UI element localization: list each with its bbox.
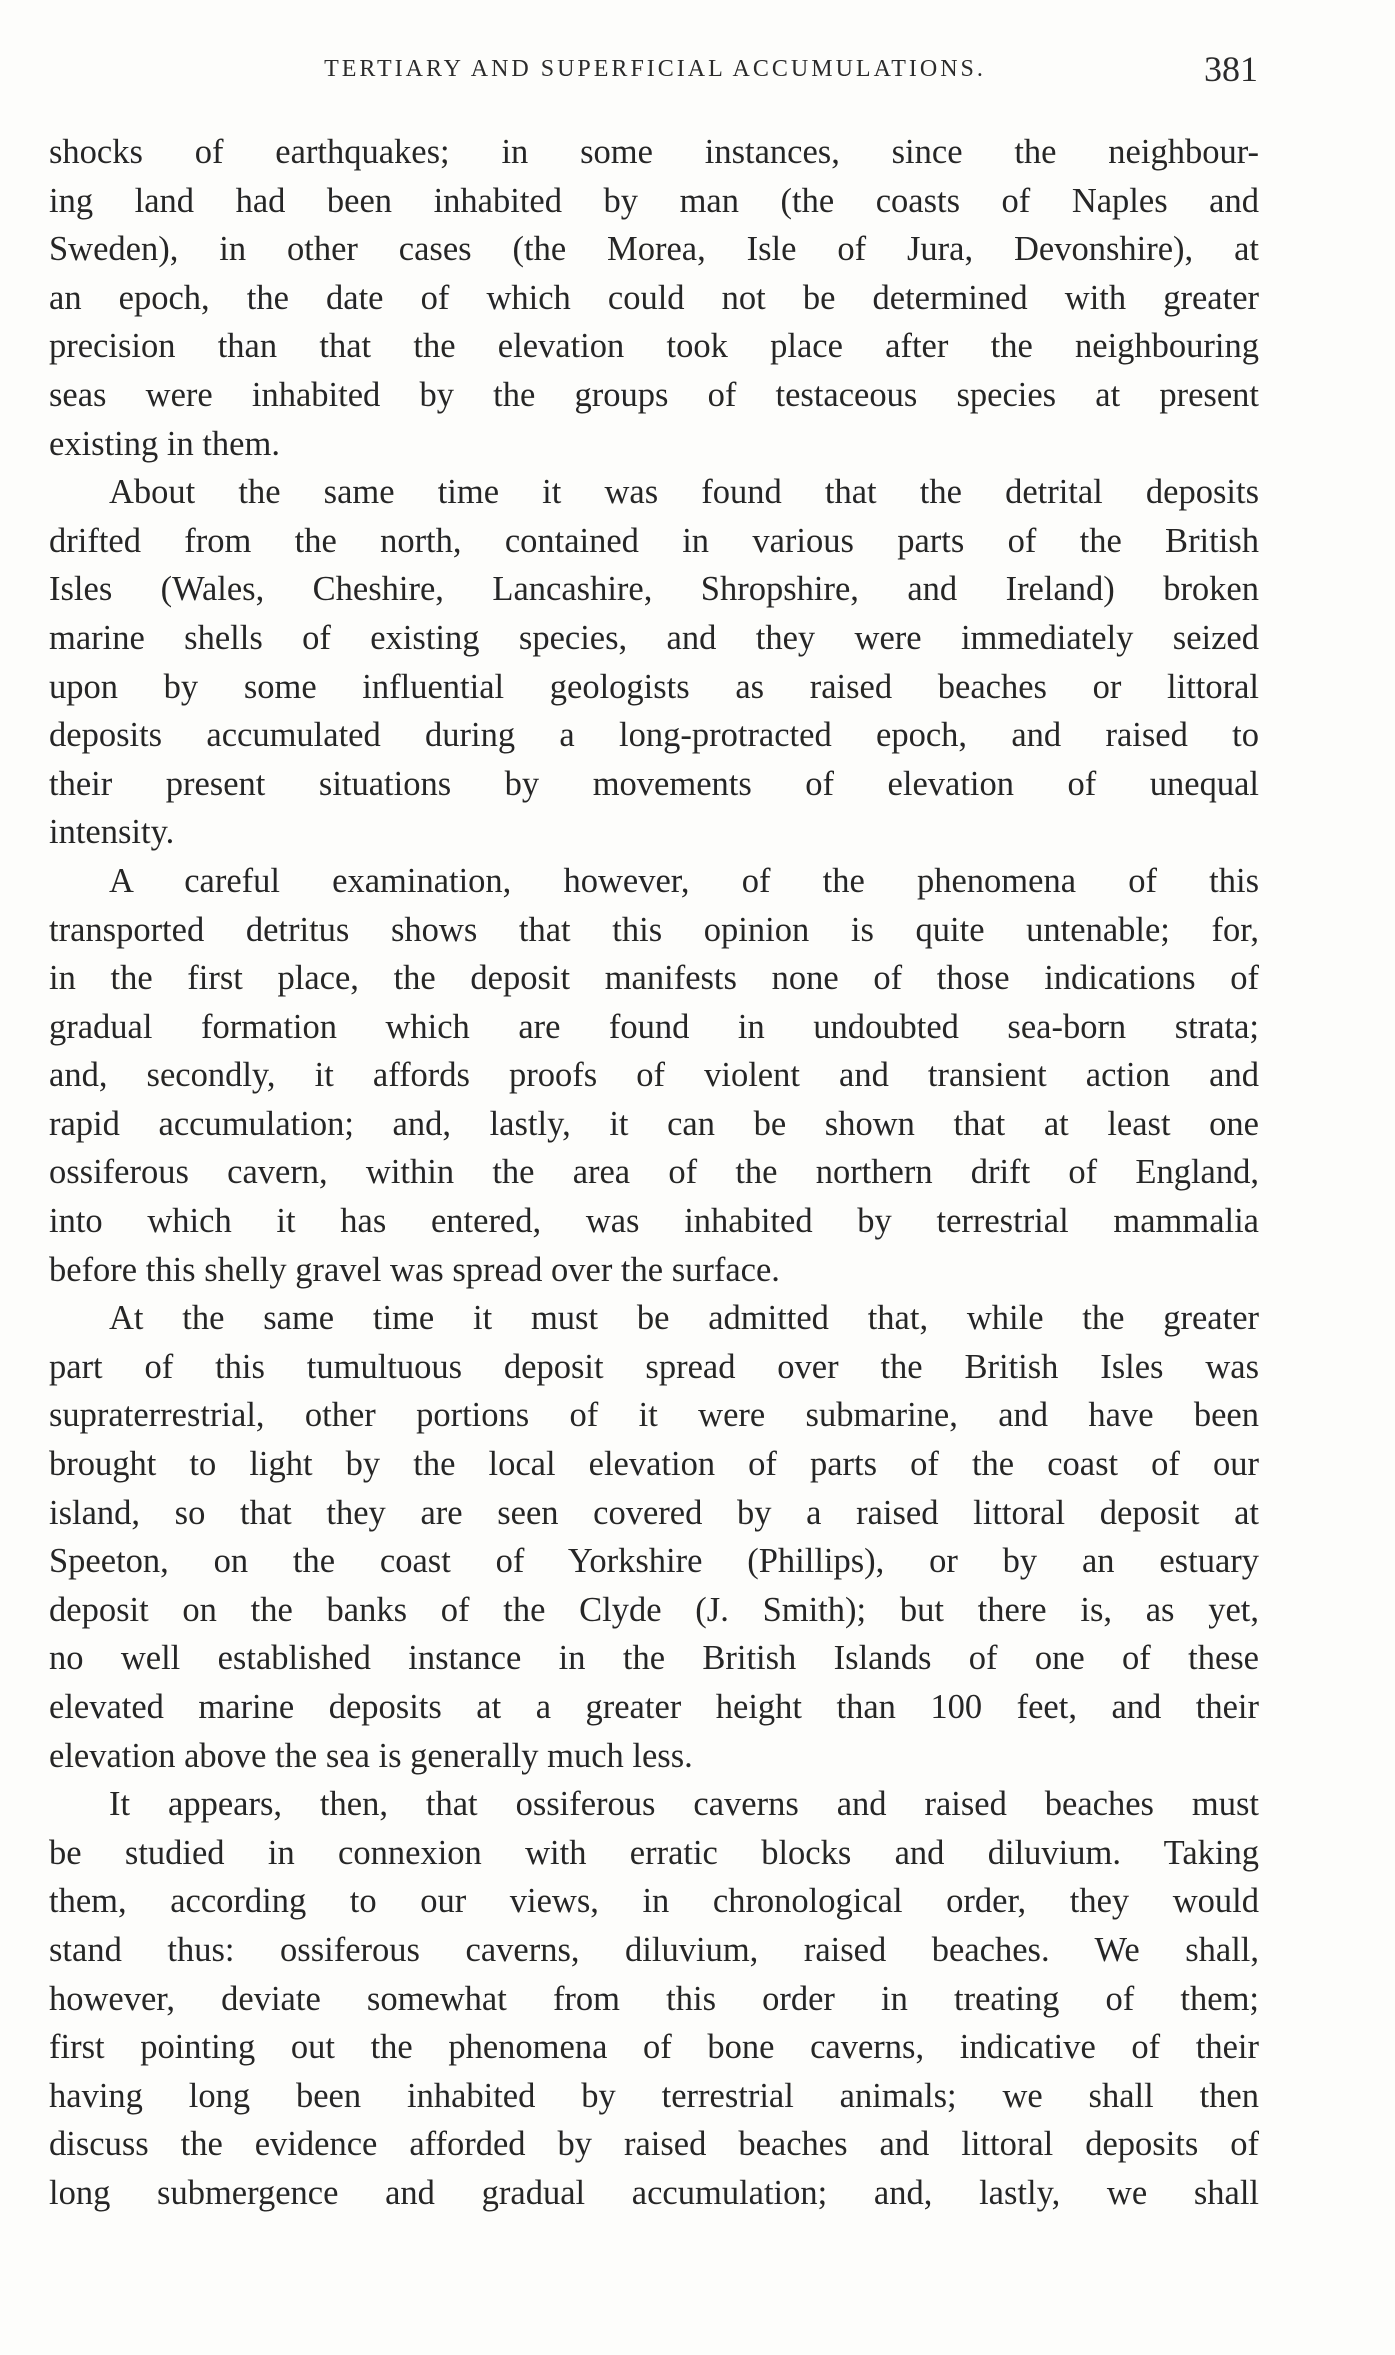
text-line: deposits accumulated during a long-protracted epoch, and raised to (49, 716, 1259, 755)
text-line: deposit on the banks of the Clyde (J. Smith); but there is, as yet, (49, 1590, 1259, 1629)
text-line: first pointing out the phenomena of bone caverns, indicative of their (49, 2028, 1259, 2067)
text-line: an epoch, the date of which could not be determined with greater (49, 278, 1259, 317)
text-line: marine shells of existing species, and they were immediately seized (49, 618, 1259, 657)
text-line: in the first place, the deposit manifests none of those indications of (49, 959, 1259, 998)
text-line: stand thus: ossiferous caverns, diluvium, raised beaches. We shall, (49, 1930, 1259, 1969)
text-line: elevated marine deposits at a greater height than 100 feet, and their (49, 1688, 1259, 1726)
text-line: island, so that they are seen covered by a raised littoral deposit at (49, 1493, 1259, 1532)
body-text (49, 128, 1259, 2218)
text-line: drifted from the north, contained in various parts of the British (49, 521, 1259, 560)
text-line: having long been inhabited by terrestrial animals; we shall then (49, 2076, 1259, 2115)
text-line: upon by some influential geologists as raised beaches or littoral (49, 667, 1259, 706)
text-line: shocks of earthquakes; in some instances, since the neighbour- (49, 133, 1259, 171)
text-line: Speeton, on the coast of Yorkshire (Phillips), or by an estuary (49, 1542, 1259, 1581)
page-header (52, 48, 1258, 88)
text-line: intensity. (49, 813, 175, 852)
text-line: however, deviate somewhat from this order in treating of them; (49, 1979, 1259, 2018)
text-line: gradual formation which are found in undoubted sea-born strata; (49, 1007, 1259, 1046)
paragraph-first-line: A careful examination, however, of the phenomena of this (109, 861, 1259, 900)
page-number: 381 (1204, 49, 1258, 89)
text-line: ing land had been inhabited by man (the coasts of Naples and (49, 181, 1259, 220)
text-line: be studied in connexion with erratic blocks and diluvium. Taking (49, 1833, 1259, 1872)
text-line: seas were inhabited by the groups of testaceous species at present (49, 375, 1259, 414)
text-line: ossiferous cavern, within the area of the northern drift of England, (49, 1153, 1259, 1192)
paragraph-first-line: It appears, then, that ossiferous caverns and raised beaches must (109, 1785, 1259, 1824)
text-line: no well established instance in the British Islands of one of these (49, 1639, 1259, 1678)
text-line: and, secondly, it affords proofs of violent and transient action and (49, 1056, 1259, 1095)
text-line: into which it has entered, was inhabited by terrestrial mammalia (49, 1202, 1259, 1241)
text-line: long submergence and gradual accumulation; and, lastly, we shall (49, 2173, 1259, 2212)
text-line: Sweden), in other cases (the Morea, Isle of Jura, Devonshire), at (49, 230, 1259, 269)
text-line: existing in them. (49, 424, 280, 463)
text-line: transported detritus shows that this opinion is quite untenable; for, (49, 910, 1259, 949)
text-line: precision than that the elevation took place after the neighbouring (49, 327, 1259, 366)
text-line: before this shelly gravel was spread over the surface. (49, 1250, 780, 1289)
text-line: supraterrestrial, other portions of it were submarine, and have been (49, 1396, 1259, 1435)
text-line: their present situations by movements of elevation of unequal (49, 764, 1259, 803)
paragraph-first-line: About the same time it was found that the detrital deposits (109, 473, 1259, 512)
running-head: TERTIARY AND SUPERFICIAL ACCUMULATIONS. (324, 56, 986, 82)
text-line: rapid accumulation; and, lastly, it can be shown that at least one (49, 1104, 1259, 1143)
text-line: discuss the evidence afforded by raised beaches and littoral deposits of (49, 2125, 1259, 2164)
text-line: them, according to our views, in chronological order, they would (49, 1882, 1259, 1921)
text-line: brought to light by the local elevation of parts of the coast of our (49, 1445, 1259, 1484)
text-line: elevation above the sea is generally much less. (49, 1736, 693, 1775)
paragraph-first-line: At the same time it must be admitted that, while the greater (109, 1299, 1259, 1338)
text-line: part of this tumultuous deposit spread over the British Isles was (49, 1347, 1259, 1386)
text-line: Isles (Wales, Cheshire, Lancashire, Shropshire, and Ireland) broken (49, 570, 1259, 609)
